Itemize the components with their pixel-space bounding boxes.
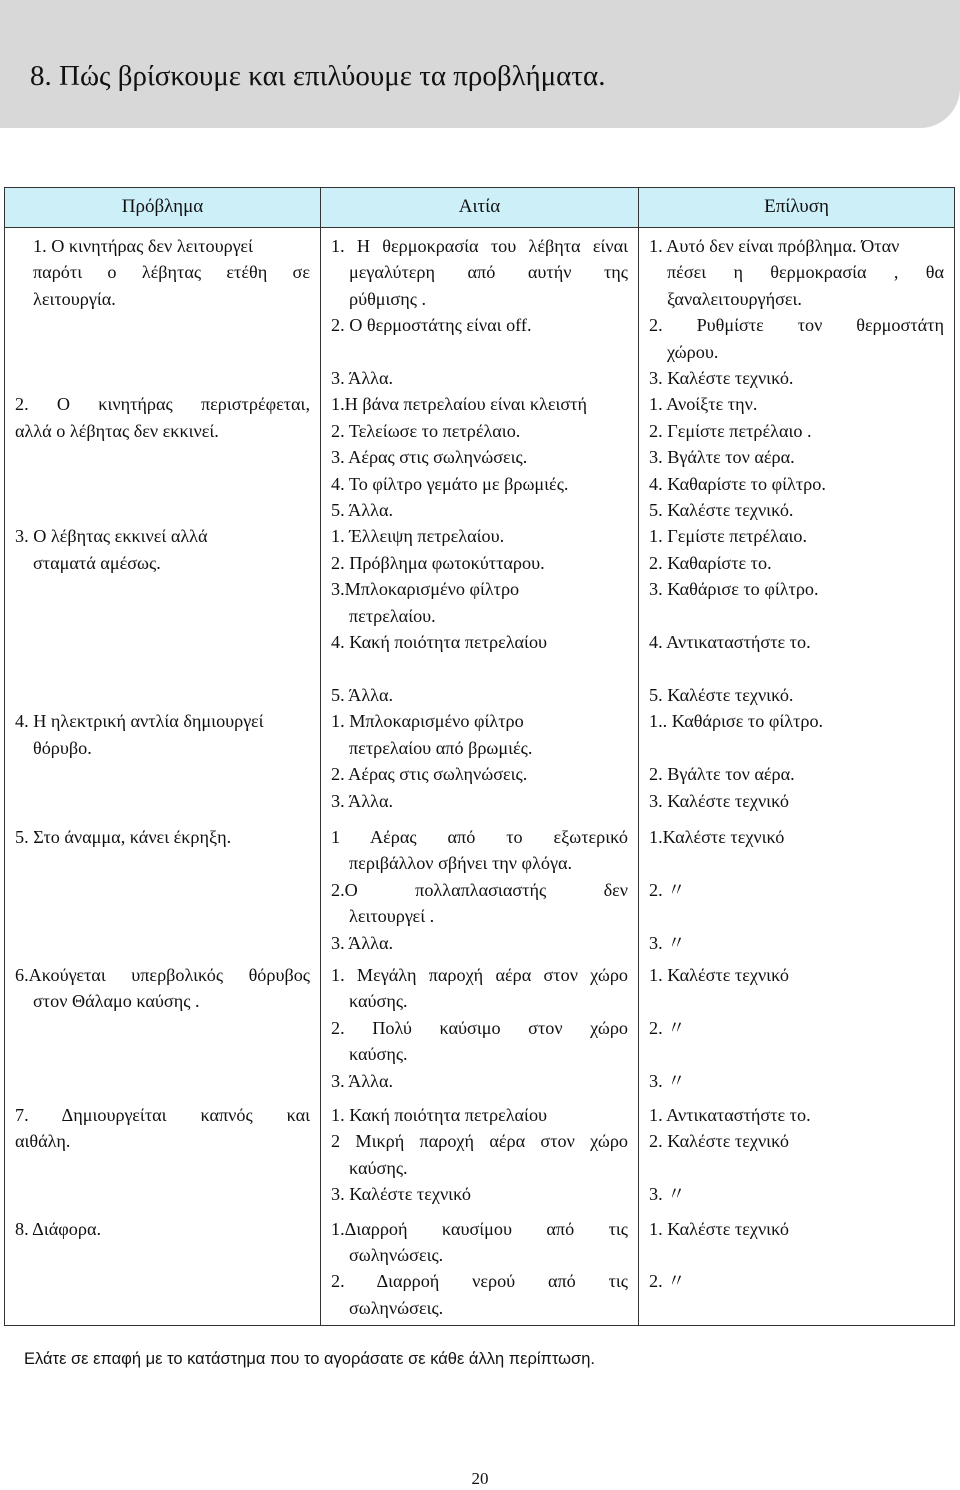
table-row [5,708,955,814]
problem-cell: 2. Ο κινητήρας περιστρέφεται, αλλά ο λέβητας δεν εκκινεί. [5,391,321,523]
section-banner [0,0,960,128]
problem-cell: 6.Ακούγεται υπερβολικός θόρυβος στον Θάλαμο καύσης . [5,956,321,1094]
header-problem: Πρόβλημα [5,188,321,228]
problem-cell: 8. Διάφορα. [5,1208,321,1326]
cause-cell: 1. Μπλοκαρισμένο φίλτρο πετρελαίου από βρωμιές. 2. Αέρας στις σωληνώσεις. 3. Άλλα. [321,708,639,814]
cause-cell: 1. Κακή ποιότητα πετρελαίου 2 Μικρή παροχή αέρα στον χώρο καύσης. 3. Καλέστε τεχνικό [321,1094,639,1208]
problem-cell: 3. Ο λέβητας εκκινεί αλλά σταματά αμέσως. [5,523,321,708]
solution-cell: 1. Καλέστε τεχνικό 2. 〃 [639,1208,955,1326]
problem-cell: 4. Η ηλεκτρική αντλία δημιουργεί θόρυβο. [5,708,321,814]
cause-cell: 1.Η βάνα πετρελαίου είναι κλειστή 2. Τελείωσε το πετρέλαιο. 3. Αέρας στις σωληνώσεις. 4. Το φίλτρο γεμάτο με βρωμιές. 5. Άλλα. [321,391,639,523]
solution-cell: 1.. Καθάρισε το φίλτρο. 2. Βγάλτε τον αέρα. 3. Καλέστε τεχνικό [639,708,955,814]
page-number: 20 [471,1469,489,1488]
table-row [5,1208,955,1326]
table-row [5,1094,955,1208]
solution-cell: 1. Καλέστε τεχνικό 2. 〃 3. 〃 [639,956,955,1094]
cause-cell: 1. Έλλειψη πετρελαίου. 2. Πρόβλημα φωτοκύτταρου. 3.Μπλοκαρισμένο φίλτρο πετρελαίου. 4. Κακή ποιότητα πετρελαίου 5. Άλλα. [321,523,639,708]
header-cause: Αιτία [321,188,639,228]
solution-cell: 1. Αυτό δεν είναι πρόβλημα. Όταν πέσει η θερμοκρασία , θα ξαναλειτουργήσει. 2. Ρυθμίστε τον θερμοστάτη χώρου. 3. Καλέστε τεχνικό. [639,228,955,392]
solution-cell: 1. Ανοίξτε την. 2. Γεμίστε πετρέλαιο . 3. Βγάλτε τον αέρα. 4. Καθαρίστε το φίλτρο. 5. Καλέστε τεχνικό. [639,391,955,523]
cause-cell: 1.Διαρροή καυσίμου από τις σωληνώσεις. 2. Διαρροή νερού από τις σωληνώσεις. [321,1208,639,1326]
cause-cell: 1. Μεγάλη παροχή αέρα στον χώρο καύσης. 2. Πολύ καύσιμο στον χώρο καύσης. 3. Άλλα. [321,956,639,1094]
problem-cell: 1. Ο κινητήρας δεν λειτουργεί παρότι ο λέβητας ετέθη σε λειτουργία. [5,228,321,392]
table-row [5,523,955,708]
header-solution: Επίλυση [639,188,955,228]
table-header-row [5,188,955,228]
table-row [5,814,955,956]
table-row [5,228,955,392]
problem-cell: 7. Δημιουργείται καπνός και αιθάλη. [5,1094,321,1208]
solution-cell: 1.Καλέστε τεχνικό 2. 〃 3. 〃 [639,814,955,956]
footer-note: Ελάτε σε επαφή με το κατάστημα που το αγοράσατε σε κάθε άλλη περίπτωση. [24,1350,596,1368]
solution-cell: 1. Γεμίστε πετρέλαιο. 2. Καθαρίστε το. 3. Καθάρισε το φίλτρο. 4. Αντικαταστήστε το. 5. Καλέστε τεχνικό. [639,523,955,708]
cause-cell: 1 Αέρας από το εξωτερικό περιβάλλον σβήνει την φλόγα. 2.Ο πολλαπλασιαστής δεν λειτουργεί . 3. Άλλα. [321,814,639,956]
solution-cell: 1. Αντικαταστήστε το. 2. Καλέστε τεχνικό 3. 〃 [639,1094,955,1208]
troubleshooting-table [4,187,955,1326]
cause-cell: 1. Η θερμοκρασία του λέβητα είναι μεγαλύτερη από αυτήν της ρύθμισης . 2. Ο θερμοστάτης είναι off. 3. Άλλα. [321,228,639,392]
problem-cell: 5. Στο άναμμα, κάνει έκρηξη. [5,814,321,956]
table-row [5,391,955,523]
table-row [5,956,955,1094]
page-title: 8. Πώς βρίσκουμε και επιλύουμε τα προβλήματα. [30,60,606,92]
